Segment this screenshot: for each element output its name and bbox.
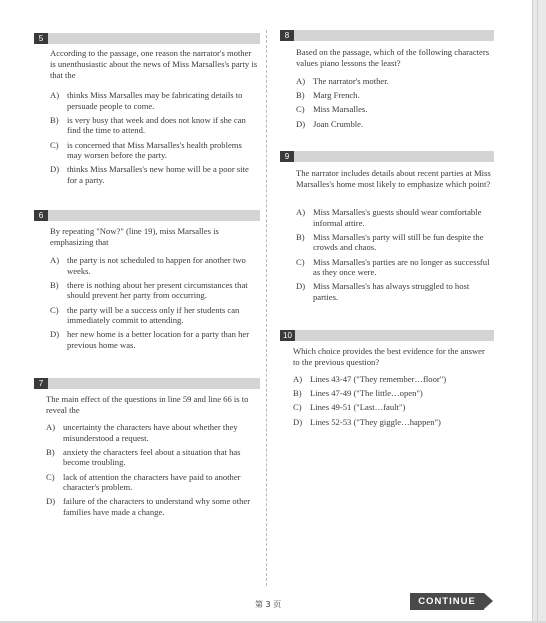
option-letter: D) (46, 496, 56, 507)
option-text: lack of attention the characters have paid to another character's problem. (63, 471, 241, 493)
option-letter: B) (46, 446, 55, 457)
answer-option-b[interactable] (46, 447, 258, 468)
question-number: 7 (34, 378, 48, 389)
option-letter: B) (296, 231, 305, 242)
answer-option-d[interactable] (296, 119, 492, 130)
option-text: the party is not scheduled to happen for another two weeks. (67, 255, 246, 276)
answer-option-d[interactable] (46, 496, 258, 517)
option-letter: C) (296, 256, 305, 267)
answer-option-a[interactable] (296, 76, 492, 87)
answer-options (296, 207, 494, 306)
question-header-8 (280, 30, 494, 41)
option-text: Marg French. (313, 90, 360, 101)
answer-option-a[interactable] (50, 90, 258, 111)
option-text: failure of the characters to understand why some other families have made a change. (63, 496, 251, 517)
question-stem: Which choice provides the best evidence for the answer to the previous question? (293, 346, 485, 368)
answer-option-a[interactable] (46, 422, 258, 443)
option-text: Lines 43-47 ("They remember…floor") (310, 374, 447, 384)
answer-options (46, 422, 258, 521)
answer-options (50, 255, 258, 354)
option-text: thinks Miss Marsalles may be fabricating details to persuade people to come. (67, 90, 243, 111)
option-letter: D) (50, 329, 60, 340)
answer-options (296, 76, 492, 133)
answer-option-c[interactable] (50, 140, 258, 161)
option-letter: C) (296, 104, 305, 115)
arrow-right-icon (484, 593, 493, 609)
question-stem: The main effect of the questions in line 59 and line 66 is to reveal the (46, 394, 249, 416)
question-stem: By repeating "Now?" (line 19), miss Marsalles is emphasizing that (50, 226, 219, 248)
answer-option-a[interactable] (296, 207, 494, 228)
answer-option-b[interactable] (293, 388, 493, 399)
question-number: 10 (280, 330, 295, 341)
option-letter: A) (46, 422, 56, 432)
option-letter: C) (50, 139, 59, 150)
option-letter: C) (50, 304, 59, 315)
answer-option-c[interactable] (296, 257, 494, 278)
option-text: there is nothing about her present circumstances that should prevent her party from occurring. (67, 279, 248, 301)
option-letter: B) (296, 90, 305, 101)
question-number: 8 (280, 30, 294, 41)
option-letter: B) (50, 279, 59, 290)
option-letter: B) (50, 114, 59, 125)
question-number: 5 (34, 33, 48, 44)
option-letter: A) (296, 76, 306, 86)
option-text: Lines 52-53 ("They giggle…happen") (310, 416, 441, 427)
option-letter: D) (293, 416, 303, 427)
continue-button[interactable] (410, 593, 493, 610)
option-letter: C) (293, 402, 302, 413)
question-stem: The narrator includes details about recent parties at Miss Marsalles's home most likely to emphasize which point? (296, 168, 491, 190)
page-number: 第 3 页 (255, 600, 282, 609)
answer-option-c[interactable] (50, 305, 258, 326)
question-header-7 (34, 378, 260, 389)
question-header-5 (34, 33, 260, 44)
option-text: her new home is a better location for a party than her previous home was. (67, 329, 250, 350)
option-letter: A) (50, 255, 60, 265)
question-header-6 (34, 210, 260, 221)
option-text: Miss Marsalles's guests should wear comfortable informal attire. (313, 207, 482, 228)
option-letter: A) (50, 90, 60, 100)
answer-option-c[interactable] (296, 104, 492, 115)
answer-option-b[interactable] (50, 280, 258, 301)
answer-option-d[interactable] (50, 329, 258, 350)
question-stem: Based on the passage, which of the following characters values piano lessons the least? (296, 47, 490, 69)
option-text: is very busy that week and does not know if she can find the time to attend. (67, 114, 246, 136)
option-letter: D) (296, 281, 306, 292)
question-header-9 (280, 151, 494, 162)
option-text: Lines 49-51 ("Last…fault") (310, 402, 406, 413)
option-text: Joan Crumble. (313, 118, 364, 129)
option-text: uncertainty the characters have about whether they misunderstood a request. (63, 422, 238, 443)
answer-option-b[interactable] (296, 232, 494, 253)
question-header-10 (280, 330, 494, 341)
option-letter: A) (293, 374, 303, 384)
answer-option-b[interactable] (50, 115, 258, 136)
answer-option-a[interactable] (293, 374, 493, 385)
continue-label: CONTINUE (410, 593, 484, 610)
column-divider (266, 30, 267, 586)
answer-option-c[interactable] (293, 402, 493, 413)
question-stem: According to the passage, one reason the narrator's mother is unenthusiastic about the news of Miss Marsalles's party is that the (50, 48, 258, 81)
answer-option-c[interactable] (46, 472, 258, 493)
option-letter: A) (296, 207, 306, 217)
option-letter: D) (296, 118, 306, 129)
answer-options (293, 374, 493, 431)
option-text: Miss Marsalles. (313, 104, 368, 115)
answer-option-d[interactable] (293, 417, 493, 428)
question-number: 6 (34, 210, 48, 221)
option-text: Miss Marsalles's has always struggled to host parties. (313, 281, 470, 302)
option-text: Miss Marsalles's parties are no longer as successful as they once were. (313, 256, 490, 278)
answer-option-d[interactable] (296, 281, 494, 302)
answer-option-d[interactable] (50, 164, 258, 185)
answer-option-b[interactable] (296, 90, 492, 101)
option-text: thinks Miss Marsalles's new home will be a poor site for a party. (67, 164, 249, 185)
option-text: the party will be a success only if her students can immediately commit to attending. (67, 304, 240, 326)
option-letter: C) (46, 471, 55, 482)
option-text: Lines 47-49 ("The little…open") (310, 388, 423, 399)
answer-options (50, 90, 258, 189)
option-letter: B) (293, 388, 302, 399)
answer-option-a[interactable] (50, 255, 258, 276)
question-number: 9 (280, 151, 294, 162)
option-text: Miss Marsalles's party will still be fun despite the crowds and chaos. (313, 231, 484, 253)
option-letter: D) (50, 164, 60, 175)
option-text: anxiety the characters feel about a situation that has become troubling. (63, 446, 241, 468)
option-text: is concerned that Miss Marsalles's health problems may worsen before the party. (67, 139, 242, 161)
page-edge (532, 0, 546, 623)
option-text: The narrator's mother. (313, 76, 389, 86)
